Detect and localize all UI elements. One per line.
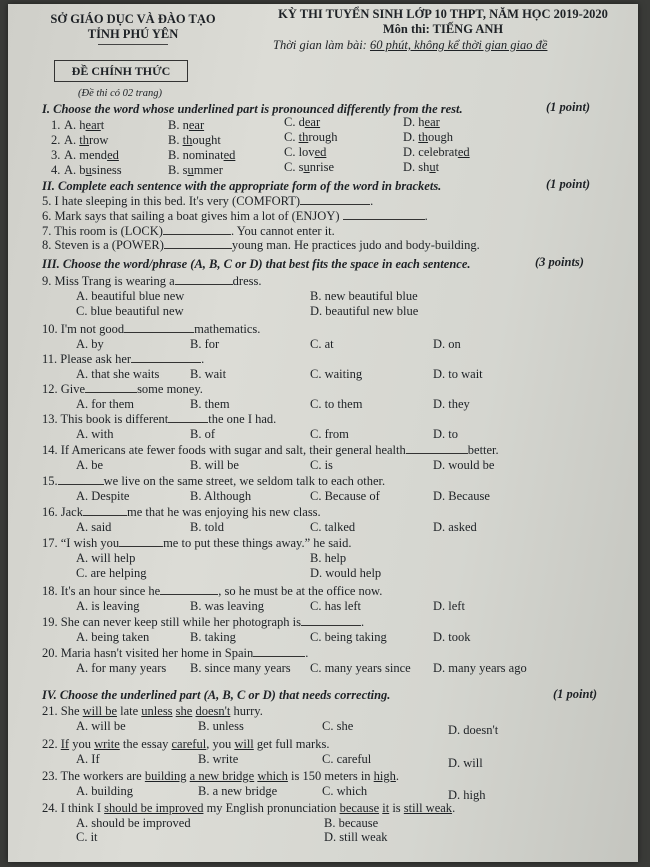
option-a[interactable]: A. building — [76, 784, 133, 798]
underlined-part: ed — [223, 148, 236, 162]
answer-blank[interactable] — [300, 194, 370, 205]
option-d[interactable]: D. hear — [403, 115, 440, 129]
option-a[interactable]: A. will be — [76, 719, 126, 733]
underlined-part[interactable]: doesn't — [195, 704, 231, 718]
underlined-part[interactable]: will — [234, 737, 254, 751]
answer-blank[interactable] — [119, 536, 163, 547]
question-21: 21. She will be late unless she doesn't hurry. — [42, 704, 263, 718]
section-2-title: II. Complete each sentence with the appropriate form of the word in brackets. — [42, 179, 442, 193]
question-15 — [42, 474, 385, 489]
option-c[interactable]: C. being taking — [310, 630, 387, 644]
question-number: 3. — [51, 148, 61, 162]
pages-note: (Đề thi có 02 trang) — [78, 88, 162, 99]
underlined-part[interactable]: high — [373, 769, 396, 783]
underlined-part: ed — [107, 148, 119, 162]
underlined-part: ear — [304, 115, 321, 129]
underlined-part[interactable]: If — [60, 737, 70, 751]
question-12 — [42, 382, 203, 397]
option-a[interactable]: A. by — [76, 337, 104, 351]
option-c[interactable]: C. many years since — [310, 661, 411, 675]
question-stem: 11. Please ask her — [42, 352, 132, 366]
question-14 — [42, 443, 499, 458]
answer-blank[interactable] — [406, 443, 468, 454]
official-stamp: ĐỀ CHÍNH THỨC — [54, 60, 188, 82]
option-a[interactable]: A. with — [76, 427, 114, 441]
underlined-part[interactable]: which — [257, 769, 288, 783]
question-23: 23. The workers are building a new bridge which is 150 meters in high. — [42, 769, 400, 783]
option-b[interactable]: B. them — [190, 397, 230, 411]
question-8: 8. Steven is a (POWER) young man. He practices judo and body-building. — [42, 238, 480, 252]
underlined-part: ear — [85, 118, 101, 132]
question-13 — [42, 412, 276, 427]
option-b[interactable]: B. write — [198, 752, 239, 766]
answer-blank[interactable] — [58, 474, 104, 485]
option-c[interactable]: C. are helping — [76, 566, 147, 580]
answer-blank[interactable] — [253, 646, 305, 657]
question-tail: better. — [467, 443, 499, 457]
option-c[interactable]: C. at — [310, 337, 334, 351]
question-6: 6. Mark says that sailing a boat gives him a lot of (ENJOY) . — [42, 209, 428, 223]
underlined-part[interactable]: building — [144, 769, 187, 783]
question-tail: dress. — [232, 274, 262, 288]
question-tail: me to put these things away.” he said. — [163, 536, 352, 550]
question-stem: 20. Maria hasn't visited her home in Spain — [42, 646, 254, 660]
option-d[interactable]: D. will — [448, 756, 483, 770]
question-18 — [42, 584, 382, 599]
option-b[interactable]: B. near — [168, 118, 205, 132]
question-16 — [42, 505, 321, 520]
option-d[interactable]: D. they — [433, 397, 470, 411]
question-11 — [42, 352, 204, 367]
option-d[interactable]: D. asked — [433, 520, 477, 534]
option-a[interactable]: A. be — [76, 458, 104, 472]
option-b[interactable]: B. Although — [190, 489, 252, 503]
underlined-part[interactable]: a new bridge — [189, 769, 255, 783]
option-b[interactable]: B. unless — [198, 719, 244, 733]
option-c[interactable]: C. blue beautiful new — [76, 304, 184, 318]
question-17 — [42, 536, 351, 551]
underlined-part: th — [418, 130, 429, 144]
question-number: 1. — [51, 118, 61, 132]
option-d[interactable]: D. beautiful new blue — [310, 304, 419, 318]
option-c[interactable]: C. dear — [284, 115, 321, 129]
option-a[interactable]: A. Despite — [76, 489, 130, 503]
option-c[interactable]: C. is — [310, 458, 333, 472]
underlined-part[interactable]: careful — [171, 737, 207, 751]
answer-blank[interactable] — [85, 382, 137, 393]
option-c[interactable]: C. through — [284, 130, 338, 144]
answer-blank[interactable] — [301, 615, 361, 626]
option-a[interactable]: A. being taken — [76, 630, 150, 644]
option-b[interactable]: B. new beautiful blue — [310, 289, 418, 303]
answer-blank[interactable] — [168, 412, 208, 423]
option-b[interactable]: B. because — [324, 816, 379, 830]
underlined-part: th — [182, 133, 193, 147]
underlined-part[interactable]: will be — [82, 704, 117, 718]
question-stem: 16. Jack — [42, 505, 83, 519]
option-d[interactable]: D. left — [433, 599, 465, 613]
option-b[interactable]: B. will be — [190, 458, 239, 472]
underlined-part: u — [187, 163, 194, 177]
option-a[interactable]: A. will help — [76, 551, 136, 565]
question-stem: 10. I'm not good — [42, 322, 125, 336]
department-name: SỞ GIÁO DỤC VÀ ĐÀO TẠO — [50, 12, 216, 26]
question-5: 5. I hate sleeping in this bed. It's very (COMFORT) . — [42, 194, 374, 208]
section-3-points: (3 points) — [535, 255, 584, 269]
header-left — [28, 12, 238, 45]
option-b[interactable]: B. summer — [168, 163, 223, 177]
option-a[interactable]: A. beautiful blue new — [76, 289, 185, 303]
question-tail: we live on the same street, we seldom talk to each other. — [103, 474, 386, 488]
underlined-part[interactable]: should be improved — [104, 801, 204, 815]
question-tail: mathematics. — [194, 322, 261, 336]
option-b[interactable]: B. wait — [190, 367, 227, 381]
option-c[interactable]: C. has left — [310, 599, 362, 613]
underlined-part[interactable]: still weak — [403, 801, 453, 815]
option-d[interactable]: D. would help — [310, 566, 382, 580]
option-d[interactable]: D. would be — [433, 458, 495, 472]
question-7: 7. This room is (LOCK) . You cannot enter it. — [42, 224, 335, 238]
option-d[interactable]: D. high — [448, 788, 486, 802]
option-d[interactable]: D. on — [433, 337, 461, 351]
underlined-part: ear — [424, 115, 440, 129]
question-stem: 13. This book is different — [42, 412, 169, 426]
underlined-part[interactable]: because — [339, 801, 380, 815]
underlined-part: u — [303, 160, 310, 174]
question-19 — [42, 615, 364, 630]
section-2-points: (1 point) — [546, 177, 591, 191]
question-20 — [42, 646, 308, 661]
underlined-part[interactable]: write — [94, 737, 120, 751]
answer-blank[interactable] — [131, 352, 201, 363]
question-tail: the one I had. — [208, 412, 277, 426]
option-a[interactable]: A. that she waits — [76, 367, 160, 381]
question-tail: me that he was enjoying his new class. — [126, 505, 321, 519]
header-left-rule — [98, 44, 168, 45]
underlined-part[interactable]: it — [382, 801, 390, 815]
exam-title: KỲ THI TUYỂN SINH LỚP 10 THPT, NĂM HỌC 2019-2020 — [278, 7, 608, 21]
option-d[interactable]: D. celebrated — [403, 145, 470, 159]
exam-time: Thời gian làm bài: 60 phút, không kể thời gian giao đề — [273, 38, 548, 52]
question-number: 4. — [51, 163, 61, 177]
option-b[interactable]: B. help — [310, 551, 347, 565]
underlined-part: th — [298, 130, 309, 144]
option-a[interactable]: A. heart — [64, 118, 105, 132]
section-1-title: I. Choose the word whose underlined part is pronounced differently from the rest. — [42, 102, 463, 116]
question-stem: 17. “I wish you — [42, 536, 120, 550]
option-a[interactable]: A. throw — [64, 133, 109, 147]
option-c[interactable]: C. talked — [310, 520, 356, 534]
question-22: 22. If you write the essay careful, you will get full marks. — [42, 737, 330, 751]
question-tail: . — [360, 615, 365, 629]
option-c[interactable]: C. from — [310, 427, 349, 441]
answer-blank[interactable] — [175, 274, 233, 285]
section-1-points: (1 point) — [546, 100, 591, 114]
province-name: TỈNH PHÚ YÊN — [87, 27, 179, 41]
underlined-part: ear — [188, 118, 205, 132]
option-b[interactable]: B. taking — [190, 630, 236, 644]
option-a[interactable]: A. is leaving — [76, 599, 140, 613]
option-b[interactable]: B. told — [190, 520, 225, 534]
answer-blank[interactable] — [124, 322, 194, 333]
option-d[interactable]: D. shut — [403, 160, 440, 174]
option-a[interactable]: A. should be improved — [76, 816, 191, 830]
option-a[interactable]: A. business — [64, 163, 122, 177]
question-number: 2. — [51, 133, 61, 147]
question-24: 24. I think I should be improved my English pronunciation because it is still weak. — [42, 801, 456, 815]
option-a[interactable]: A. for many years — [76, 661, 167, 675]
option-b[interactable]: B. a new bridge — [198, 784, 278, 798]
option-c[interactable]: C. it — [76, 830, 98, 844]
option-c[interactable]: C. which — [322, 784, 368, 798]
question-tail: , so he must be at the office now. — [218, 584, 383, 598]
option-d[interactable]: D. to — [433, 427, 458, 441]
option-b[interactable]: B. nominated — [168, 148, 236, 162]
underlined-part: ed — [457, 145, 470, 159]
answer-blank[interactable] — [163, 224, 231, 235]
section-4-title: IV. Choose the underlined part (A, B, C or D) that needs correcting. — [42, 688, 391, 702]
question-10 — [42, 322, 260, 337]
underlined-part: u — [429, 160, 436, 174]
option-d[interactable]: D. Because — [433, 489, 490, 503]
option-c[interactable]: C. to them — [310, 397, 363, 411]
option-c[interactable]: C. Because of — [310, 489, 380, 503]
option-a[interactable]: A. for them — [76, 397, 134, 411]
question-stem: 19. She can never keep still while her photograph is — [42, 615, 301, 629]
header-right — [248, 7, 638, 37]
question-stem: 14. If Americans ate fewer foods with sugar and salt, their general health — [42, 443, 406, 457]
section-3-title: III. Choose the word/phrase (A, B, C or D) that best fits the space in each sentence. — [42, 257, 471, 271]
option-a[interactable]: A. If — [76, 752, 100, 766]
question-stem: 12. Give — [42, 382, 86, 396]
option-c[interactable]: C. waiting — [310, 367, 363, 381]
question-tail: some money. — [137, 382, 203, 396]
option-c[interactable]: C. sunrise — [284, 160, 335, 174]
question-stem: 9. Miss Trang is wearing a — [42, 274, 175, 288]
subject-name: Môn thi: TIẾNG ANH — [382, 22, 504, 36]
option-b[interactable]: B. of — [190, 427, 215, 441]
question-stem: 15. — [42, 474, 58, 488]
question-tail: . — [305, 646, 309, 660]
section-4-points: (1 point) — [553, 687, 598, 701]
option-d[interactable]: D. still weak — [324, 830, 388, 844]
option-a[interactable]: A. mended — [64, 148, 119, 162]
option-d[interactable]: D. many years ago — [433, 661, 527, 675]
underlined-part[interactable]: she — [175, 704, 193, 718]
option-b[interactable]: B. for — [190, 337, 220, 351]
answer-blank[interactable] — [164, 238, 232, 249]
question-9 — [42, 274, 261, 289]
exam-paper — [8, 4, 638, 862]
underlined-part: u — [85, 163, 92, 177]
option-a[interactable]: A. said — [76, 520, 112, 534]
underlined-part: th — [79, 133, 90, 147]
question-tail: . — [201, 352, 205, 366]
underlined-part: ed — [314, 145, 327, 159]
option-b[interactable]: B. since many years — [190, 661, 291, 675]
answer-blank[interactable] — [83, 505, 127, 516]
option-c[interactable]: C. loved — [284, 145, 327, 159]
option-c[interactable]: C. she — [322, 719, 354, 733]
question-stem: 18. It's an hour since he — [42, 584, 161, 598]
answer-blank[interactable] — [343, 209, 425, 220]
option-b[interactable]: B. thought — [168, 133, 221, 147]
option-d[interactable]: D. took — [433, 630, 471, 644]
option-d[interactable]: D. doesn't — [448, 723, 499, 737]
option-d[interactable]: D. though — [403, 130, 454, 144]
answer-blank[interactable] — [160, 584, 218, 595]
option-c[interactable]: C. careful — [322, 752, 372, 766]
option-b[interactable]: B. was leaving — [190, 599, 264, 613]
underlined-part[interactable]: unless — [141, 704, 173, 718]
option-d[interactable]: D. to wait — [433, 367, 483, 381]
